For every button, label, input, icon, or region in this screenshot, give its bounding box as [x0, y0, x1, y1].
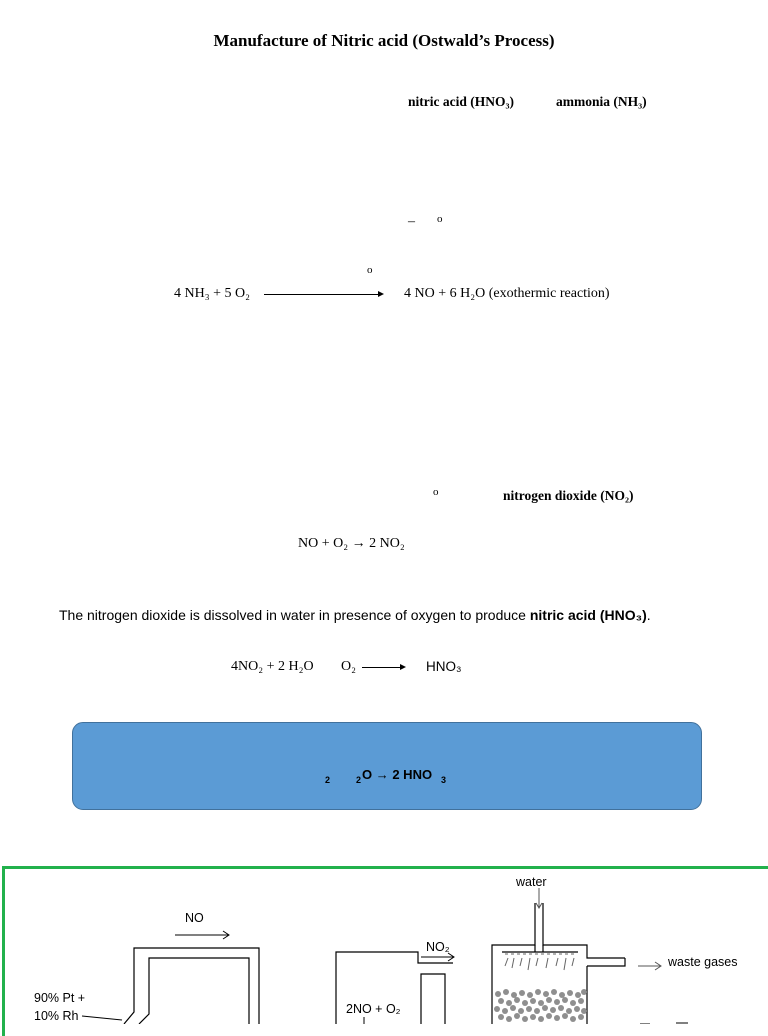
- summary-sub3: 3: [441, 775, 447, 785]
- summary-sub1: 2: [325, 775, 331, 785]
- packing-material-icon: [494, 989, 587, 1022]
- catalyst-label-line1: 90% Pt +: [34, 991, 86, 1005]
- nitric-acid-label: nitric acid (HNO₃): [408, 94, 515, 109]
- summary-sub2: 2: [356, 775, 362, 785]
- reaction2-equation: NO + O₂ → 2 NO₂: [298, 536, 405, 551]
- ammonia-label: ammonia (NH₃): [556, 94, 647, 109]
- degree-fragment-3: o: [433, 486, 439, 498]
- water-spray-icon: [505, 954, 575, 970]
- no2-flow-arrow-icon: [421, 953, 454, 961]
- page-title: Manufacture of Nitric acid (Ostwald’s Process): [213, 31, 555, 50]
- reaction3-product: HNO₃: [426, 659, 462, 674]
- waste-gases-arrow-icon: [638, 962, 661, 970]
- sentence-bold: nitric acid (HNO₃): [529, 607, 647, 623]
- reaction3-arrow-icon: [400, 664, 406, 670]
- reaction1-arrow-icon: [378, 291, 384, 297]
- reaction3-arrow-line: [362, 667, 400, 668]
- summary-equation: O → 2 HNO: [362, 767, 433, 782]
- reaction3-oxygen: O₂: [341, 659, 356, 674]
- reaction3-reactants: 4NO₂ + 2 H₂O: [231, 659, 314, 674]
- water-label: water: [516, 875, 547, 889]
- reaction1-products: 4 NO + 6 H₂O (exothermic reaction): [404, 286, 610, 301]
- no-label: NO: [185, 911, 204, 925]
- no-flow-arrow-icon: [175, 931, 229, 939]
- converter-vessel: [124, 948, 259, 1024]
- catalyst-pointer: [82, 1016, 122, 1020]
- summary-box: [72, 722, 702, 810]
- absorption-sentence: [59, 607, 651, 623]
- nitrogen-dioxide-label: nitrogen dioxide (NO₂): [503, 488, 634, 503]
- catalyst-label-line2: 10% Rh: [34, 1009, 79, 1023]
- dash-fragment: –: [408, 214, 415, 229]
- water-inlet-arrow-icon: [536, 888, 542, 908]
- reaction1-arrow-line: [264, 294, 378, 295]
- degree-fragment-2: o: [367, 264, 373, 276]
- reaction1-reactants: 4 NH₃ + 5 O₂: [174, 286, 250, 301]
- no2-label: NO₂: [426, 940, 450, 954]
- waste-gases-label: waste gases: [668, 955, 738, 969]
- degree-fragment: o: [437, 213, 443, 225]
- sentence-text: The nitrogen dioxide is dissolved in water in presence of oxygen to produce: [59, 607, 530, 623]
- reaction-label: 2NO + O₂: [346, 1002, 401, 1016]
- sentence-end: .: [646, 607, 651, 623]
- ostwald-process-diagram: [0, 866, 768, 1024]
